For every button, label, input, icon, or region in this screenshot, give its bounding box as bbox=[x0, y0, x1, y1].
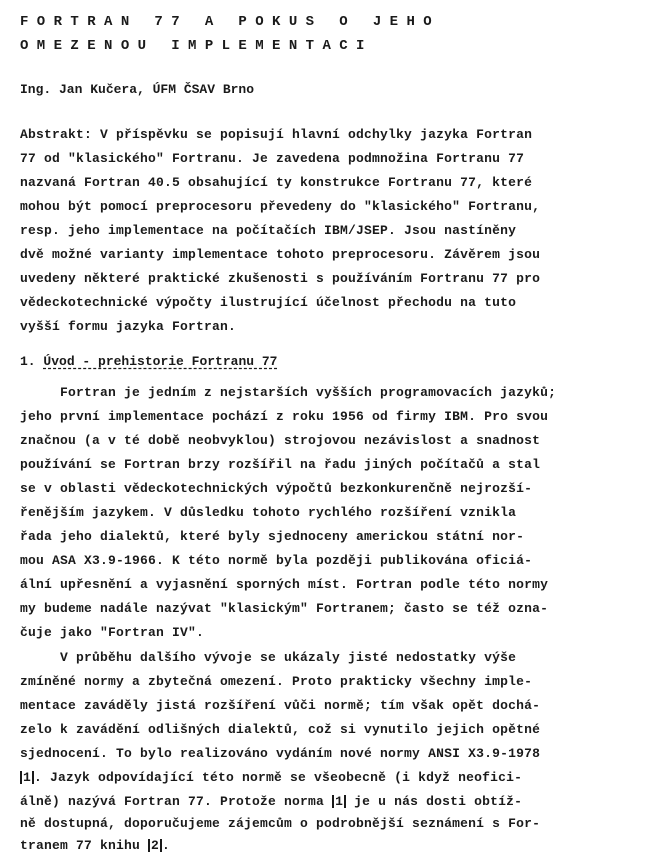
abstract-line: vyšší formu jazyka Fortran. bbox=[20, 319, 237, 334]
paragraph-line: ální upřesnění a vyjasnění sporných míst. Fortran podle této normy bbox=[20, 577, 549, 592]
paragraph-line: řada jeho dialektů, které byly sjednoceny americkou státní nor- bbox=[20, 529, 525, 544]
paragraph-line-text: álně) nazývá Fortran 77. Protože norma bbox=[20, 794, 333, 809]
paragraph-line-text: . bbox=[162, 838, 171, 853]
author-line: Ing. Jan Kučera, ÚFM ČSAV Brno bbox=[20, 82, 255, 97]
abstract-line: mohou být pomocí preprocesoru převedeny do "klasického" Fortranu, bbox=[20, 199, 541, 214]
abstract-line: dvě možné varianty implementace tohoto preprocesoru. Závěrem jsou bbox=[20, 247, 541, 262]
paragraph-line: jeho první implementace pochází z roku 1956 od firmy IBM. Pro svou bbox=[20, 409, 549, 424]
paragraph-line: mou ASA X3.9-1966. K této normě byla později publikována oficiá- bbox=[20, 553, 533, 568]
paragraph-line-text: . Jazyk odpovídající této normě se všeobecně (i když neofici- bbox=[34, 770, 523, 785]
paragraph-line: zmíněné normy a zbytečná omezení. Proto prakticky všechny imple- bbox=[20, 674, 533, 689]
abstract-line: vědeckotechnické výpočty ilustrující účelnost přechodu na tuto bbox=[20, 295, 517, 310]
paragraph-line: V průběhu dalšího vývoje se ukázaly jisté nedostatky výše bbox=[20, 650, 517, 665]
paragraph-line: my budeme nadále nazývat "klasickým" Fortranem; často se též ozna- bbox=[20, 601, 549, 616]
paragraph-line-text: tranem 77 knihu bbox=[20, 838, 149, 853]
title-line-2: O M E Z E N O U I M P L E M E N T A C I bbox=[20, 38, 365, 54]
paragraph-line: používání se Fortran brzy rozšířil na řadu jiných počítačů a stal bbox=[20, 457, 541, 472]
citation-ref: 1 bbox=[20, 771, 34, 784]
paragraph-line-text: je u nás dosti obtíž- bbox=[346, 794, 523, 809]
paragraph-line: Fortran je jedním z nejstarších vyšších programovacích jazyků; bbox=[20, 385, 557, 400]
paragraph-line: řenějším jazykem. V důsledku tohoto rychlého rozšíření vznikla bbox=[20, 505, 517, 520]
paragraph-line: značnou (a v té době neobvyklou) strojovou nezávislost a snadnost bbox=[20, 433, 541, 448]
section-heading bbox=[20, 354, 277, 369]
paragraph-line bbox=[20, 838, 170, 854]
paragraph-line: sjednocení. To bylo realizováno vydáním nové normy ANSI X3.9-1978 bbox=[20, 746, 541, 761]
paragraph-line: se v oblasti vědeckotechnických výpočtů bezkonkurenčně nejrozší- bbox=[20, 481, 533, 496]
abstract-line: nazvaná Fortran 40.5 obsahující ty konstrukce Fortranu 77, které bbox=[20, 175, 533, 190]
abstract-line: uvedeny některé praktické zkušenosti s používáním Fortranu 77 pro bbox=[20, 271, 541, 286]
paragraph-line: čuje jako "Fortran IV". bbox=[20, 625, 205, 640]
section-number: 1. bbox=[20, 354, 36, 369]
citation-ref: 1 bbox=[332, 795, 346, 808]
paragraph-line bbox=[20, 770, 522, 786]
abstract-line: resp. jeho implementace na počítačích IBM/JSEP. Jsou nastíněny bbox=[20, 223, 517, 238]
section-title: Úvod - prehistorie Fortranu 77 bbox=[43, 354, 278, 369]
title-line-1: F O R T R A N 7 7 A P O K U S O J E H O bbox=[20, 14, 432, 30]
abstract-line: Abstrakt: V příspěvku se popisují hlavní odchylky jazyka Fortran bbox=[20, 127, 533, 142]
paragraph-line: ně dostupná, doporučujeme zájemcům o podrobnější seznámení s For- bbox=[20, 816, 541, 831]
citation-ref: 2 bbox=[148, 839, 162, 852]
abstract-line: 77 od "klasického" Fortranu. Je zavedena podmnožina Fortranu 77 bbox=[20, 151, 525, 166]
paragraph-line: mentace zaváděly jistá rozšíření vůči normě; tím však opět dochá- bbox=[20, 698, 541, 713]
paragraph-line: zelo k zavádění odlišných dialektů, což si vynutilo jejich opětné bbox=[20, 722, 541, 737]
paragraph-line bbox=[20, 794, 522, 810]
